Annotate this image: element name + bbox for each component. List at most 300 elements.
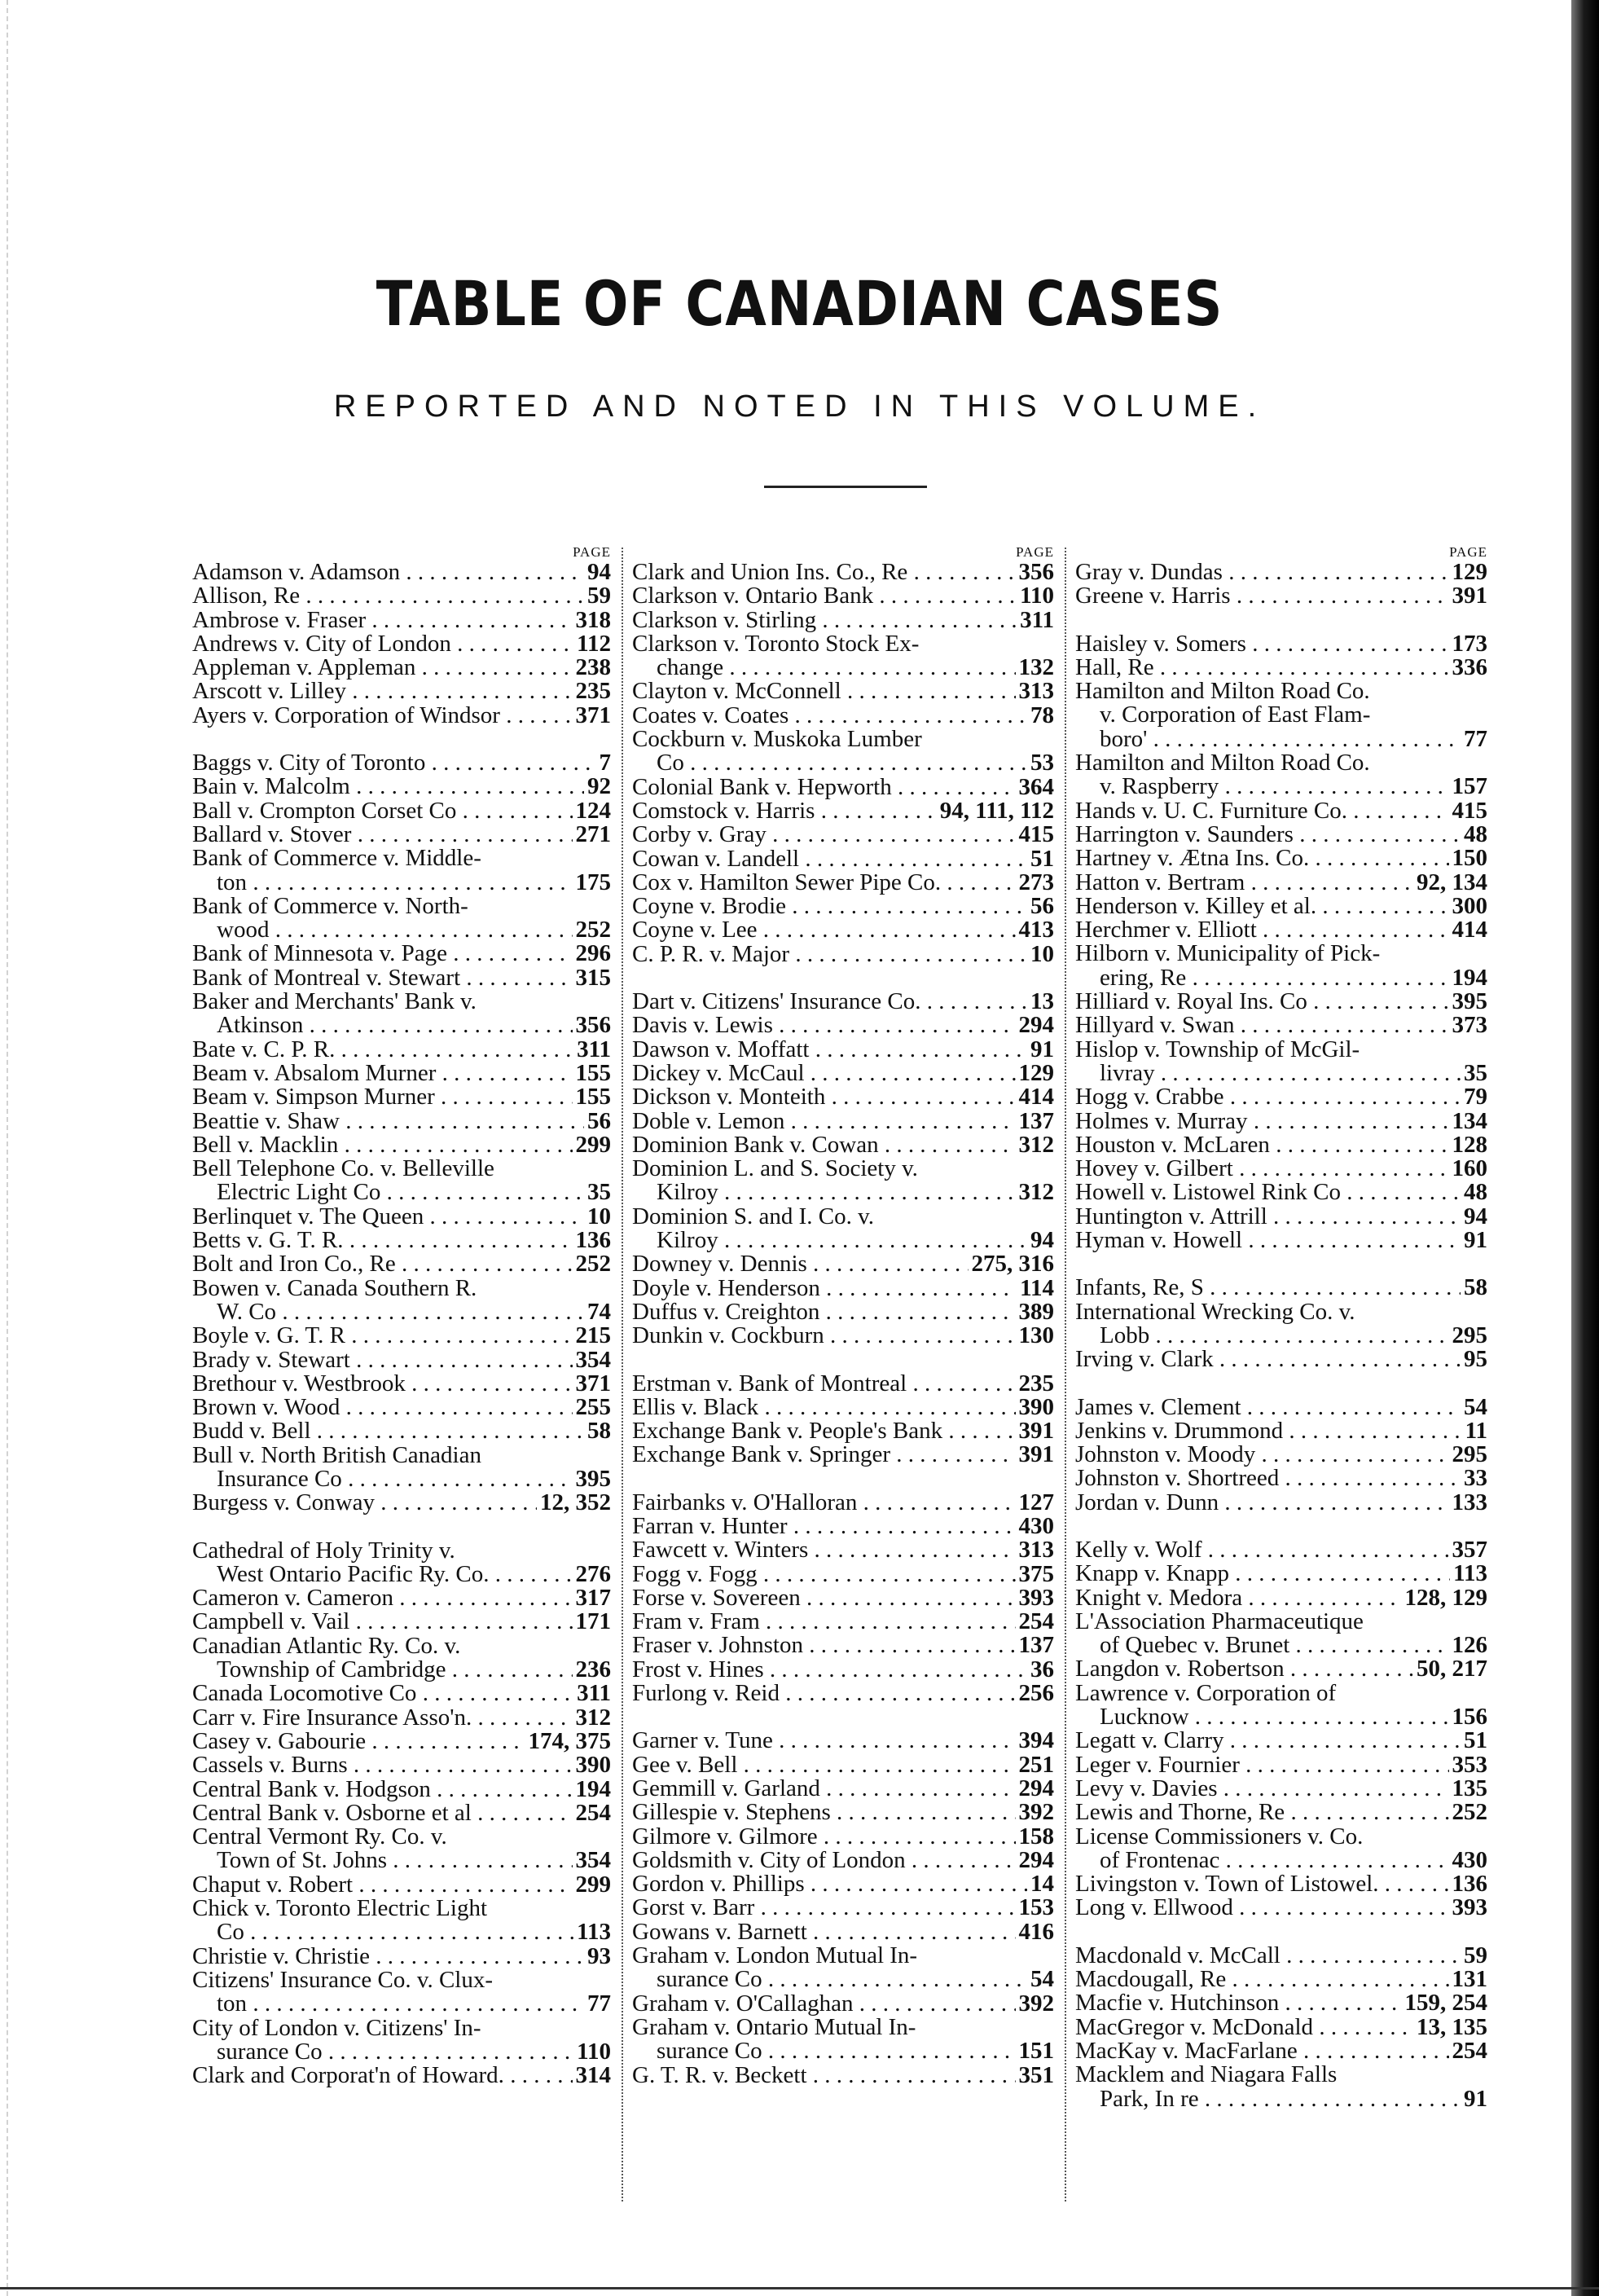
column-separator (622, 548, 623, 2201)
case-entry (632, 1157, 1054, 1205)
case-name: Henderson v. Killey et al. . . . (1075, 895, 1449, 918)
case-name: Beam v. Simpson Murner . . . (192, 1085, 573, 1109)
case-entry (1075, 2039, 1487, 2063)
case-name: Chaput v. Robert . . . (192, 1873, 573, 1897)
case-page-number: 430 (1018, 1512, 1054, 1539)
case-page-number: 128 (1452, 1131, 1487, 1158)
case-name: Goldsmith v. City of London . . . (632, 1849, 1016, 1872)
case-page-number: 136 (1452, 1871, 1487, 1898)
case-page-number: 354 (575, 1847, 611, 1874)
case-entry (632, 1610, 1054, 1634)
case-entry (632, 1393, 1054, 1420)
case-name: Infants, Re, S . . . (1075, 1276, 1461, 1300)
case-name: Livingston v. Town of Listowel. . . . (1075, 1872, 1449, 1896)
case-page-number: 137 (1018, 1632, 1054, 1659)
case-page-number: 215 (575, 1322, 611, 1349)
case-name-continued: change . . . (657, 656, 1016, 680)
letter-group-gap (1075, 1515, 1487, 1538)
case-page-number: 311 (1020, 606, 1054, 633)
case-page-number: 294 (1018, 1012, 1054, 1039)
case-page-number: 130 (1018, 1322, 1054, 1349)
case-page-number: 393 (1452, 1894, 1487, 1921)
case-name: Hyman v. Howell . . . (1075, 1229, 1461, 1252)
case-name: Ellis v. Black . . . (632, 1396, 1016, 1419)
case-page-number: 415 (1452, 797, 1487, 824)
case-name: Furlong v. Reid . . . (632, 1682, 1016, 1705)
index-column-2 (632, 544, 1054, 2206)
case-page-number: 295 (1452, 1322, 1487, 1348)
case-entry (192, 1586, 611, 1610)
case-page-number: 235 (1018, 1370, 1054, 1397)
case-name: Macfie v. Hutchinson . . . (1075, 1991, 1402, 2015)
case-name: Bell v. Macklin . . . (192, 1133, 573, 1157)
case-name: Ballard v. Stover . . . (192, 823, 573, 847)
case-page-number: 275, 316 (971, 1251, 1054, 1278)
case-name: Boyle v. G. T. R . . . (192, 1324, 573, 1348)
case-entry (1075, 1872, 1487, 1896)
case-entry (1075, 871, 1487, 895)
case-entry (632, 940, 1054, 967)
case-name: Bell Telephone Co. v. Belleville (192, 1155, 494, 1182)
case-page-number: 150 (1452, 845, 1487, 872)
case-entry (632, 680, 1054, 703)
case-page-number: 135 (1452, 1775, 1487, 1801)
letter-group-gap (632, 966, 1054, 990)
case-entry (192, 1133, 611, 1157)
case-name: C. P. R. v. Major . . . (632, 943, 1027, 966)
case-name-continued: Park, In re . . . (1100, 2087, 1461, 2111)
case-name: L'Association Pharmaceutique (1075, 1608, 1364, 1634)
case-entry (632, 584, 1054, 608)
case-name: G. T. R. v. Beckett . . . (632, 2064, 1016, 2087)
case-name: Burgess v. Conway . . . (192, 1491, 537, 1515)
case-name: Christie v. Christie . . . (192, 1945, 584, 1968)
case-entry (1075, 1038, 1487, 1086)
case-name: Levy v. Davies . . . (1075, 1777, 1449, 1801)
case-entry (192, 2014, 611, 2065)
case-name: Bank of Minnesota v. Page . . . (192, 942, 573, 965)
case-name-continued: surance Co . . . (217, 2040, 573, 2064)
case-name: Hilborn v. Municipality of Pick- (1075, 940, 1381, 967)
case-name: Knight v. Medora . . . (1075, 1586, 1402, 1610)
case-entry (632, 606, 1054, 633)
case-page-number: 313 (1018, 678, 1054, 705)
case-name-continued: Lucknow . . . (1100, 1705, 1449, 1729)
case-page-number: 194 (1452, 964, 1487, 991)
case-name: Gorst v. Barr . . . (632, 1896, 1016, 1920)
case-page-number: 414 (1452, 917, 1487, 943)
case-entry (632, 1729, 1054, 1753)
case-page-number: 151 (1018, 2038, 1054, 2065)
case-name: Haisley v. Somers . . . (1075, 632, 1449, 656)
case-entry (192, 1252, 611, 1276)
case-page-number: 371 (575, 702, 611, 728)
case-page-number: 13 (1030, 988, 1054, 1015)
case-page-number: 294 (1018, 1775, 1054, 1801)
case-name: Davis v. Lewis . . . (632, 1014, 1016, 1037)
case-name-continued: ton . . . (217, 1992, 584, 2016)
case-name: Dunkin v. Cockburn . . . (632, 1324, 1016, 1348)
case-page-number: 36 (1030, 1656, 1054, 1682)
case-page-number: 58 (587, 1418, 611, 1445)
case-page-number: 35 (587, 1179, 611, 1206)
case-page-number: 53 (1030, 750, 1054, 776)
case-entry (1075, 1014, 1487, 1037)
case-name-continued: surance Co . . . (657, 1968, 1027, 1991)
case-entry (192, 1229, 611, 1252)
case-entry (632, 1753, 1054, 1777)
case-page-number: 129 (1018, 1059, 1054, 1086)
case-page-number: 391 (1018, 1418, 1054, 1445)
case-name-continued: Kilroy . . . (657, 1181, 1016, 1204)
case-name: Central Bank v. Osborne et al . . . (192, 1801, 573, 1825)
case-entry (1075, 1991, 1487, 2015)
case-entry (1075, 1562, 1487, 1586)
case-name: Budd v. Bell . . . (192, 1419, 584, 1443)
case-page-number: 194 (575, 1775, 611, 1802)
case-page-number: 391 (1018, 1441, 1054, 1468)
case-name: Bain v. Malcolm . . . (192, 775, 584, 798)
case-name: Corby v. Gray . . . (632, 823, 1016, 847)
case-name: Coates v. Coates . . . (632, 704, 1027, 728)
case-page-number: 296 (575, 940, 611, 967)
case-page-number: 354 (575, 1346, 611, 1373)
case-entry (632, 1992, 1054, 2016)
case-page-number: 414 (1018, 1084, 1054, 1111)
case-name: Cox v. Hamilton Sewer Pipe Co. . . . (632, 871, 1016, 895)
case-name: Clarkson v. Ontario Bank . . . (632, 584, 1017, 608)
case-page-number: 364 (1018, 773, 1054, 800)
letter-group-gap (1075, 1920, 1487, 1944)
case-entry (632, 1634, 1054, 1657)
case-page-number: 155 (575, 1059, 611, 1086)
case-page-number: 252 (575, 917, 611, 943)
page-subtitle: REPORTED AND NOTED IN THIS VOLUME. (333, 389, 1266, 424)
case-name: Howell v. Listowel Rink Co . . . (1075, 1181, 1461, 1204)
case-name: Bull v. North British Canadian (192, 1441, 481, 1468)
case-name: MacGregor v. McDonald . . . (1075, 2016, 1413, 2039)
case-name: Baggs v. City of Toronto . . . (192, 751, 596, 775)
case-name: Canada Locomotive Co . . . (192, 1682, 573, 1705)
case-name: International Wrecking Co. v. (1075, 1298, 1355, 1325)
case-entry (192, 1825, 611, 1873)
letter-group-gap (1075, 1252, 1487, 1276)
case-name: Cassels v. Burns . . . (192, 1753, 573, 1777)
case-page-number: 311 (577, 1680, 611, 1707)
case-name: Fogg v. Fogg . . . (632, 1563, 1016, 1586)
case-page-number: 58 (1464, 1274, 1487, 1301)
letter-group-gap (192, 1515, 611, 1539)
case-entry (632, 561, 1054, 584)
case-entry (1075, 751, 1487, 799)
case-name: Ball v. Crompton Corset Co . . . (192, 799, 573, 823)
case-entry (1075, 1777, 1487, 1801)
case-page-number: 33 (1464, 1465, 1487, 1492)
case-name: Gowans v. Barnett . . . (632, 1920, 1016, 1944)
case-name: Irving v. Clark . . . (1075, 1348, 1461, 1371)
case-page-number: 10 (1030, 940, 1054, 967)
case-page-number: 271 (575, 820, 611, 847)
case-name: Comstock v. Harris . . . (632, 799, 937, 823)
case-entry (192, 2064, 611, 2087)
case-entry (192, 606, 611, 633)
case-page-number: 54 (1464, 1393, 1487, 1420)
case-name: Farran v. Hunter . . . (632, 1515, 1016, 1538)
case-name: Carr v. Fire Insurance Asso'n. . . . (192, 1706, 573, 1730)
case-page-number: 51 (1464, 1727, 1487, 1754)
case-entry (632, 1107, 1054, 1134)
case-entry (192, 751, 611, 775)
case-entry (632, 1085, 1054, 1109)
case-page-number: 128, 129 (1404, 1584, 1487, 1611)
case-name: Garner v. Tune . . . (632, 1729, 1016, 1753)
case-name: Dawson v. Moffatt . . . (632, 1038, 1027, 1062)
case-page-number: 114 (1020, 1274, 1054, 1301)
case-page-number: 10 (587, 1203, 611, 1229)
case-page-number: 56 (587, 1107, 611, 1134)
case-page-number: 59 (1464, 1942, 1487, 1968)
case-page-number: 356 (1018, 559, 1054, 585)
letter-group-gap (632, 1705, 1054, 1729)
case-entry (192, 1682, 611, 1705)
case-page-number: 252 (575, 1251, 611, 1278)
case-name: Hands v. U. C. Furniture Co. . . . (1075, 799, 1449, 823)
case-name-continued: Electric Light Co . . . (217, 1181, 584, 1204)
case-name: Dickson v. Monteith . . . (632, 1085, 1016, 1109)
case-entry (1075, 892, 1487, 919)
case-name: Exchange Bank v. Springer . . . (632, 1443, 1016, 1467)
case-entry (632, 871, 1054, 895)
case-name: Duffus v. Creighton . . . (632, 1300, 1016, 1324)
case-name: Central Vermont Ry. Co. v. (192, 1823, 447, 1850)
case-entry (1075, 2013, 1487, 2040)
case-name: James v. Clement . . . (1075, 1396, 1461, 1419)
case-name: Ambrose v. Fraser . . . (192, 609, 573, 632)
case-name-continued: v. Corporation of East Flam- (1100, 702, 1371, 728)
case-entry (1075, 820, 1487, 847)
case-name-continued: Atkinson . . . (217, 1014, 573, 1037)
case-entry (632, 990, 1054, 1014)
case-entry (192, 966, 611, 990)
case-entry (192, 1753, 611, 1777)
case-entry (632, 1491, 1054, 1515)
case-name: Allison, Re . . . (192, 584, 584, 608)
case-page-number: 317 (575, 1585, 611, 1612)
case-name: Berlinquet v. The Queen . . . (192, 1205, 584, 1229)
case-page-number: 77 (587, 1990, 611, 2017)
case-name: Exchange Bank v. People's Bank . . . (632, 1419, 1016, 1443)
case-entry (1075, 1085, 1487, 1109)
case-entry (632, 1538, 1054, 1562)
case-name-continued: W. Co . . . (217, 1300, 584, 1324)
case-name: Gemmill v. Garland . . . (632, 1777, 1016, 1801)
case-name-continued: surance Co . . . (657, 2039, 1016, 2063)
case-page-number: 236 (575, 1656, 611, 1683)
case-name: Brethour v. Westbrook . . . (192, 1372, 573, 1396)
case-name: Doble v. Lemon . . . (632, 1110, 1016, 1133)
case-page-number: 129 (1452, 559, 1487, 585)
case-entry (192, 990, 611, 1038)
letter-group-gap (632, 1348, 1054, 1372)
case-entry (632, 1512, 1054, 1539)
case-entry (192, 704, 611, 728)
case-entry (192, 1205, 611, 1229)
case-entry (632, 773, 1054, 800)
case-name: License Commissioners v. Co. (1075, 1823, 1364, 1850)
case-name: Johnston v. Shortreed . . . (1075, 1467, 1461, 1490)
case-page-number: 137 (1018, 1107, 1054, 1134)
case-entry (1075, 1538, 1487, 1562)
case-name: Coyne v. Brodie . . . (632, 895, 1027, 918)
case-name: Hall, Re . . . (1075, 656, 1449, 680)
case-name: Appleman v. Appleman . . . (192, 656, 573, 680)
case-name-continued: ton . . . (217, 871, 573, 895)
case-entry (192, 1942, 611, 1969)
column-separator (1065, 548, 1066, 2201)
case-entry (632, 1560, 1054, 1587)
case-entry (1075, 2063, 1487, 2111)
case-name: Dominion Bank v. Cowan . . . (632, 1133, 1016, 1157)
case-entry (632, 1205, 1054, 1253)
case-page-number: 375 (1018, 1560, 1054, 1587)
case-entry (192, 1968, 611, 2017)
case-name: Lawrence v. Corporation of (1075, 1679, 1337, 1706)
case-name: Clarkson v. Stirling . . . (632, 609, 1017, 632)
case-name: Bolt and Iron Co., Re . . . (192, 1252, 573, 1276)
case-page-number: 126 (1452, 1632, 1487, 1659)
case-page-number: 14 (1030, 1871, 1054, 1898)
index-columns (192, 544, 1487, 2206)
case-page-number: 276 (575, 1560, 611, 1587)
case-entry (632, 799, 1054, 823)
case-page-number: 155 (575, 1084, 611, 1111)
case-name: Gillespie v. Stephens . . . (632, 1801, 1016, 1824)
case-name: Hamilton and Milton Road Co. (1075, 678, 1370, 705)
case-name: Hillyard v. Swan . . . (1075, 1014, 1449, 1037)
case-name: Fram v. Fram . . . (632, 1610, 1016, 1634)
case-name: Canadian Atlantic Ry. Co. v. (192, 1632, 461, 1659)
case-name: Baker and Merchants' Bank v. (192, 988, 477, 1015)
case-name: Brady v. Stewart . . . (192, 1348, 573, 1372)
case-page-number: 294 (1018, 1846, 1054, 1873)
case-name-continued: of Frontenac . . . (1100, 1849, 1449, 1872)
case-entry (192, 1038, 611, 1062)
case-name: Gray v. Dundas . . . (1075, 561, 1449, 584)
case-page-number: 156 (1452, 1704, 1487, 1731)
case-entry (1075, 1181, 1487, 1204)
case-page-number: 159, 254 (1404, 1990, 1487, 2017)
case-name: Kelly v. Wolf . . . (1075, 1538, 1449, 1562)
case-name: Leger v. Fournier . . . (1075, 1753, 1449, 1777)
case-name: Lewis and Thorne, Re . . . (1075, 1801, 1449, 1824)
case-entry (632, 1419, 1054, 1443)
case-page-number: 12, 352 (540, 1489, 611, 1516)
case-entry (632, 895, 1054, 918)
case-entry (192, 1775, 611, 1802)
case-name: Hovey v. Gilbert . . . (1075, 1157, 1449, 1181)
case-page-number: 160 (1452, 1155, 1487, 1182)
case-name: Cathedral of Holy Trinity v. (192, 1537, 455, 1564)
case-name-continued: of Quebec v. Brunet . . . (1100, 1634, 1449, 1657)
case-entry (1075, 942, 1487, 990)
case-entry (192, 1107, 611, 1134)
case-name: Houston v. McLaren . . . (1075, 1133, 1449, 1157)
case-entry (1075, 1443, 1487, 1467)
case-name: Dart v. Citizens' Insurance Co. . . . (632, 990, 1027, 1014)
case-entry (192, 1727, 611, 1754)
case-name: MacKay v. MacFarlane . . . (1075, 2039, 1449, 2063)
case-name: Beattie v. Shaw . . . (192, 1110, 584, 1133)
case-entry (632, 1252, 1054, 1276)
case-name: Arscott v. Lilley . . . (192, 680, 573, 703)
case-name: Clark and Corporat'n of Howard. . . . (192, 2064, 573, 2087)
case-entry (1075, 847, 1487, 870)
case-name: Hilliard v. Royal Ins. Co . . . (1075, 990, 1449, 1014)
case-entry (192, 1157, 611, 1205)
case-entry (1075, 1419, 1487, 1443)
case-entry (632, 1586, 1054, 1610)
case-entry (632, 1682, 1054, 1705)
case-page-number: 238 (575, 654, 611, 681)
case-entry (192, 892, 611, 943)
case-page-number: 174, 375 (528, 1727, 611, 1754)
case-entry (1075, 680, 1487, 751)
case-name: Graham v. Ontario Mutual In- (632, 2013, 916, 2040)
case-name: City of London v. Citizens' In- (192, 2014, 481, 2041)
case-page-number: 13, 135 (1417, 2013, 1487, 2040)
case-name: Coyne v. Lee . . . (632, 918, 1016, 942)
case-entry (192, 1372, 611, 1396)
case-page-number: 93 (587, 1942, 611, 1969)
case-name: Bank of Commerce v. North- (192, 892, 468, 919)
case-name: Huntington v. Attrill . . . (1075, 1205, 1461, 1229)
letter-group-gap (192, 728, 611, 751)
case-name: Bank of Montreal v. Stewart . . . (192, 966, 573, 990)
case-page-number: 94 (587, 559, 611, 585)
case-page-number: 175 (575, 869, 611, 895)
case-entry (192, 1801, 611, 1825)
page-title: TABLE OF CANADIAN CASES (376, 267, 1223, 340)
case-page-number: 124 (575, 797, 611, 824)
case-name: Dominion L. and S. Society v. (632, 1155, 918, 1182)
case-name: Hislop v. Township of McGil- (1075, 1036, 1360, 1062)
case-name: Downey v. Dennis . . . (632, 1252, 969, 1276)
case-entry (632, 1014, 1054, 1037)
case-entry (1075, 1801, 1487, 1824)
case-page-number: 235 (575, 678, 611, 705)
case-name: Hartney v. Ætna Ins. Co. . . . (1075, 847, 1449, 870)
case-name: Central Bank v. Hodgson . . . (192, 1778, 573, 1801)
case-name: Andrews v. City of London . . . (192, 632, 573, 656)
case-name: Adamson v. Adamson . . . (192, 561, 584, 584)
case-entry (632, 1274, 1054, 1301)
case-page-number: 51 (1030, 845, 1054, 872)
case-entry (192, 1274, 611, 1325)
case-page-number: 56 (1030, 893, 1054, 920)
case-name: Bate v. C. P. R. . . . (192, 1038, 573, 1062)
case-name-continued: Town of St. Johns . . . (217, 1849, 573, 1872)
case-entry (1075, 1729, 1487, 1753)
case-name-continued: West Ontario Pacific Ry. Co. . . . (217, 1563, 573, 1586)
case-page-number: 54 (1030, 1966, 1054, 1993)
case-name: Cameron v. Cameron . . . (192, 1586, 573, 1610)
case-entry (1075, 1896, 1487, 1920)
case-name-continued: ering, Re . . . (1100, 966, 1449, 990)
case-entry (192, 1897, 611, 1945)
book-spine-edge (1571, 0, 1599, 2296)
case-page-number: 357 (1452, 1536, 1487, 1563)
case-page-number: 336 (1452, 653, 1487, 680)
